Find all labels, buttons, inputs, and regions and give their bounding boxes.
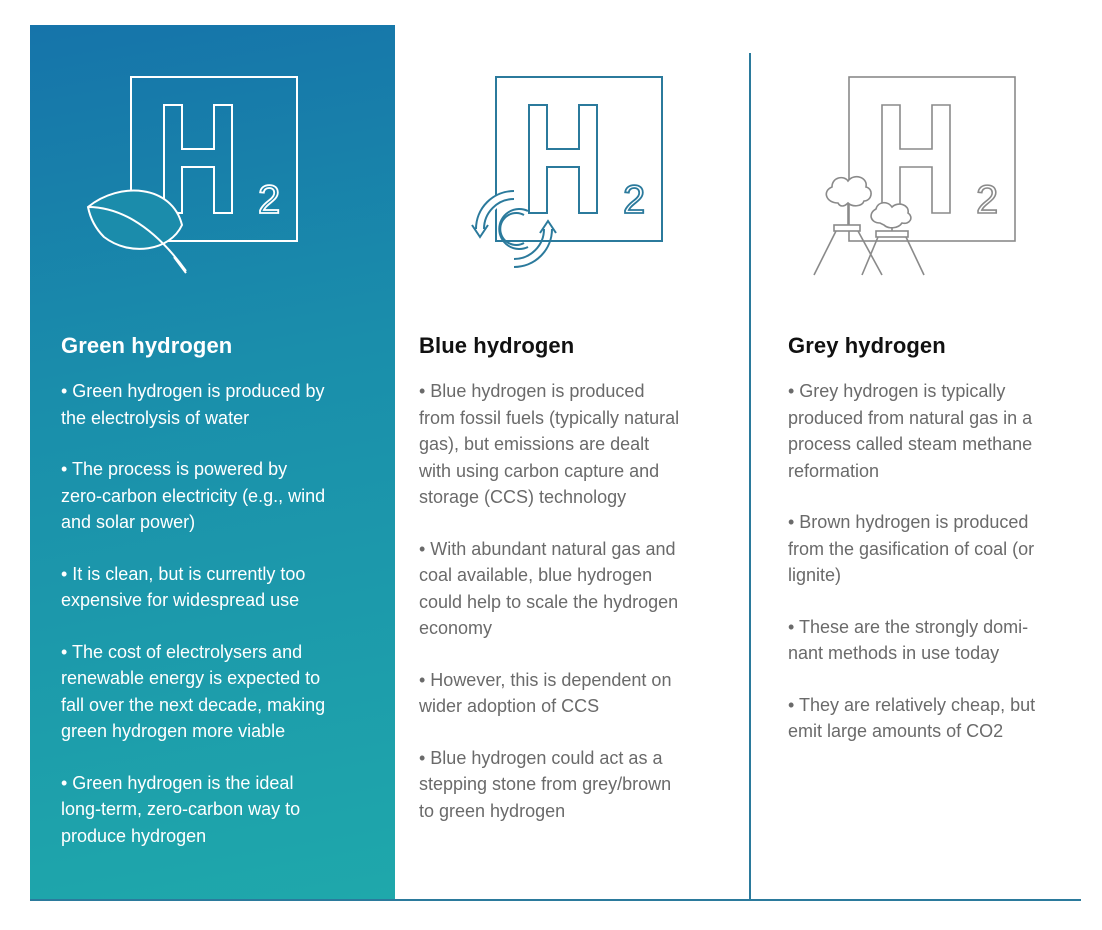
h2-leaf-icon xyxy=(80,75,305,280)
bullet-item: • With abundant natural gas and coal available, blue hydrogen could help to scale the hydrogen economy xyxy=(419,538,679,638)
bullet-item: • Brown hydrogen is produced from the gasification of coal (or lignite) xyxy=(788,512,1035,585)
h2-subscript: 2 xyxy=(976,178,999,222)
h2-smokestack-icon xyxy=(812,75,1022,280)
bullet-item: • They are relatively cheap, but emit large amounts of CO2 xyxy=(788,694,1036,741)
bullet-item: • The process is powered by zero-carbon electricity (e.g., wind and solar power) xyxy=(61,459,326,532)
blue-hydrogen-column xyxy=(419,330,731,849)
column-title: Blue hydrogen xyxy=(419,333,575,358)
bullet-item: • However, this is dependent on wider adoption of CCS xyxy=(419,669,672,716)
baseline-rule xyxy=(30,899,1081,901)
h2-subscript: 2 xyxy=(258,178,281,222)
column-divider xyxy=(749,53,751,901)
bullet-item: • Blue hydrogen could act as a stepping stone from grey/brown to green hydrogen xyxy=(419,747,672,821)
bullet-item: • It is clean, but is currently too expensive for widespread use xyxy=(61,563,306,610)
bullet-item: • These are the strongly domi- nant methods in use today xyxy=(788,616,1029,663)
h2-subscript: 2 xyxy=(623,178,646,222)
bullet-item: • Blue hydrogen is produced from fossil fuels (typically natural gas), but emissions are dealt with using carbon capture and storage (CCS) technology xyxy=(419,381,680,507)
grey-hydrogen-column xyxy=(788,330,1088,770)
bullet-item: • Grey hydrogen is typically produced from natural gas in a process called steam methane reformation xyxy=(788,381,1033,481)
green-hydrogen-column xyxy=(61,330,381,874)
h2-carbon-capture-icon xyxy=(458,75,668,280)
bullet-item: • The cost of electrolysers and renewable energy is expected to fall over the next decade, making green hydrogen more viable xyxy=(61,641,326,741)
column-title: Grey hydrogen xyxy=(788,333,946,358)
bullet-item: • Green hydrogen is produced by the electrolysis of water xyxy=(61,381,325,428)
column-title: Green hydrogen xyxy=(61,333,233,358)
bullet-item: • Green hydrogen is the ideal long-term, zero-carbon way to produce hydrogen xyxy=(61,772,301,846)
